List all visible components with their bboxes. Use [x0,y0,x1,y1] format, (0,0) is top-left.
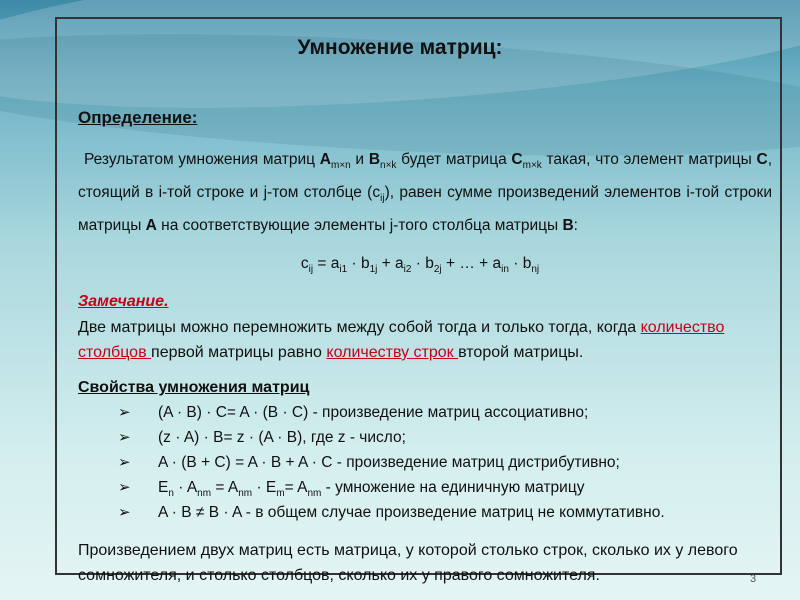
matrix-b-size: n×k [380,160,397,172]
remark-text [78,315,778,365]
slide-title: Умножение матриц: [297,36,503,59]
remark-heading: Замечание. [78,293,169,310]
list-item [118,475,665,500]
matrix-c-ref: C [756,151,768,168]
property-text: (z · A) · B= z · (A · B), где z - число; [158,429,406,446]
columns-count-link[interactable]: количество столбцов [78,319,725,361]
matrix-a-size: m×n [330,160,351,172]
def-and: и [350,151,369,168]
p4-part: = A [211,479,239,496]
formula-index: in [501,264,509,276]
formula-index: 1j [369,264,378,276]
def-text-1: Результатом умножения матриц [84,151,320,168]
list-item [118,425,665,450]
p4-index: nm [307,488,322,500]
remark-part-2: первой матрицы равно [151,344,327,361]
p4-index: nm [197,488,212,500]
remark-part-3: второй матрицы. [458,344,584,361]
p4-part: · E [252,479,277,496]
formula-part: + a [377,255,404,272]
rows-count-link[interactable]: количеству строк [326,344,459,361]
arrow-bullet-icon: ➢ [118,404,131,421]
property-text: A · B ≠ B · A - в общем случае произведение матриц не коммутативно. [158,504,665,521]
formula-index: nj [531,264,540,276]
matrix-a-ref: A [145,217,157,235]
p4-index: n [168,488,174,500]
definition-heading: Определение: [78,108,198,127]
formula-index: 2j [433,264,442,276]
p4-part: - умножение на единичную матрицу [321,479,585,496]
cij-index: ij [380,193,385,205]
def-text-3: такая, что элемент матрицы [541,151,757,168]
matrix-c-size: m×k [522,160,542,172]
formula-index: i2 [403,264,412,276]
list-item [118,400,665,425]
formula-c-index: ij [308,264,314,276]
definition-text [78,146,772,239]
matrix-b-ref: B [562,217,574,235]
p4-part: = A [284,479,308,496]
arrow-bullet-icon: ➢ [118,479,131,496]
property-text: A · (B + C) = A · B + A · C - произведение матриц дистрибутивно; [158,454,620,471]
formula-part: + … + a [441,255,502,272]
p4-part: · A [173,479,198,496]
def-text-4: , стоящий в i-той строке и j-том столбце (c [78,151,772,202]
properties-heading: Свойства умножения матриц [78,379,310,396]
def-text-7: : [573,217,578,235]
arrow-bullet-icon: ➢ [118,504,131,521]
list-item [118,500,665,525]
formula-part: = a [313,255,340,272]
p4-part: E [158,479,169,496]
property-text: (A · B) · C= A · (B · C) - произведение матриц ассоциативно; [158,404,589,421]
matrix-c: C [511,151,523,168]
product-formula [0,255,800,275]
definition-paragraph [78,146,772,239]
p4-index: m [276,488,285,500]
arrow-bullet-icon: ➢ [118,454,131,471]
list-item [118,450,665,475]
formula-c: c [300,255,309,272]
p4-index: nm [238,488,253,500]
properties-list [118,400,665,525]
def-text-5: ), равен сумме произведений элементов i-той строки матрицы [78,184,772,235]
def-text-6: на соответствующие элементы j-того столбца матрицы [156,217,563,235]
conclusion-text: Произведением двух матриц есть матрица, у которой столько строк, сколько их у левого сомножителя, и столько столбцов, сколько их у правого сомножителя. [78,542,738,584]
formula-part: · b [347,255,370,272]
matrix-a: A [319,151,331,168]
formula-part: · b [508,255,532,272]
formula-part: · b [411,255,434,272]
page-number: 3 [750,573,757,585]
remark-part-1: Две матрицы можно перемножить между собой тогда и только тогда, когда [78,319,641,336]
def-text-2: будет матрица [396,151,512,168]
property-text [158,479,585,500]
matrix-b: B [368,151,381,168]
arrow-bullet-icon: ➢ [118,429,131,446]
formula-index: i1 [339,264,348,276]
